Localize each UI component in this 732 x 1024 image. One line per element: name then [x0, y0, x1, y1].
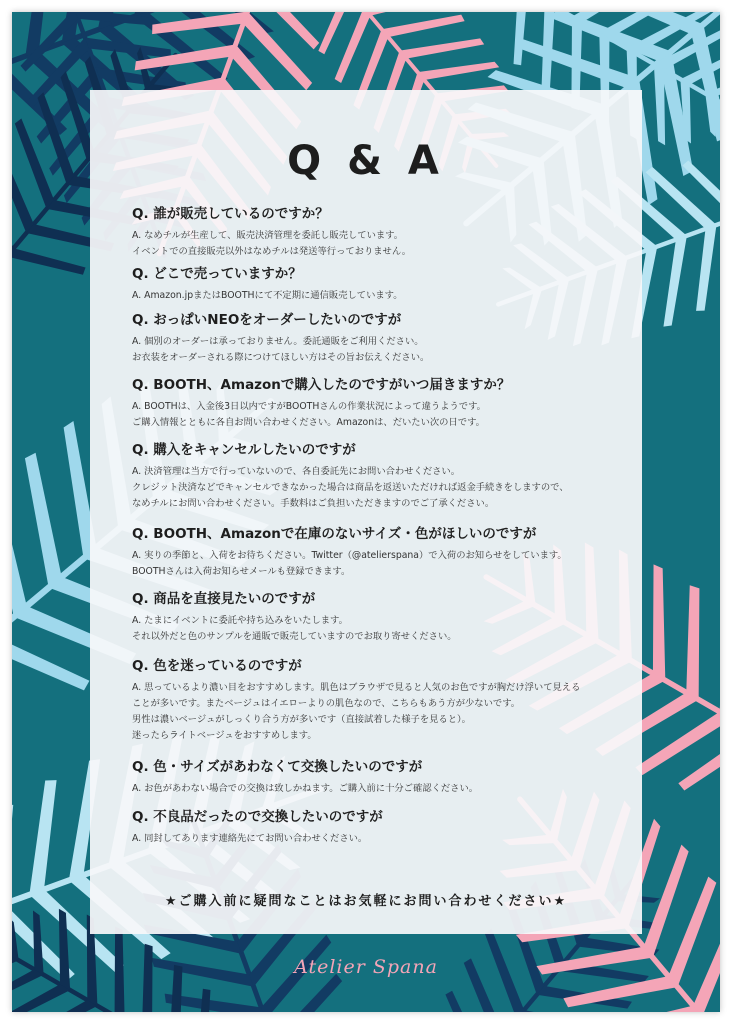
answer-line: A. お色があわない場合での交換は致しかねます。ご購入前に十分ご確認ください。 — [132, 783, 479, 794]
answer-block — [132, 399, 632, 431]
answer-line: ことが多いです。またベージュはイエローよりの肌色なので、こちらもあう方が少ないです。 — [132, 698, 521, 709]
answer-line: お衣装をオーダーされる際につけてほしい方はその旨お伝えください。 — [132, 352, 430, 363]
answer-block — [132, 228, 632, 260]
qa-item — [132, 590, 632, 645]
answer-block — [132, 334, 632, 366]
answer-line: A. 個別のオーダーは承っておりません。委託通販をご利用ください。 — [132, 336, 424, 347]
answer-line: A. 実りの季節と、入荷をお待ちください。Twitter（@atelierspana）で入荷のお知らせをしています。 — [132, 550, 567, 561]
qa-poster — [12, 12, 720, 1012]
answer-line: ご購入情報とともに各自お問い合わせください。Amazonは、だいたい次の日です。 — [132, 417, 485, 428]
answer-line: A. 同封してあります連絡先にてお問い合わせください。 — [132, 833, 368, 844]
answer-line: A. Amazon.jpまたはBOOTHにて不定期に通信販売しています。 — [132, 290, 403, 301]
footer-note: ★ご購入前に疑問なことはお気軽にお問い合わせください★ — [164, 894, 568, 909]
answer-block — [132, 613, 632, 645]
question-text: Q. 商品を直接見たいのですが — [132, 591, 316, 607]
question-text: Q. おっぱいNEOをオーダーしたいのですが — [132, 312, 402, 328]
qa-panel — [90, 90, 642, 934]
answer-block — [132, 831, 632, 847]
qa-item — [132, 657, 632, 744]
answer-block — [132, 548, 632, 580]
answer-line: イベントでの直接販売以外はなめチルは発送等行っておりません。 — [132, 246, 411, 257]
answer-line: BOOTHさんは入荷お知らせメールも登録できます。 — [132, 566, 351, 577]
answer-block — [132, 288, 632, 304]
qa-item — [132, 376, 632, 431]
answer-line: A. 思っているより濃い目をおすすめします。肌色はブラウザで見ると人気のお色ですが胸だけ浮いて見える — [132, 682, 581, 693]
qa-item — [132, 441, 632, 512]
question-text: Q. 不良品だったので交換したいのですが — [132, 809, 383, 825]
qa-item — [132, 525, 632, 580]
question-text: Q. BOOTH、Amazonで購入したのですがいつ届きますか？ — [132, 377, 511, 393]
qa-item — [132, 758, 632, 797]
qa-item — [132, 205, 632, 260]
answer-line: なめチルにお問い合わせください。手数料はご負担いただきますのでご了承ください。 — [132, 498, 495, 509]
page-title: Q & A — [287, 138, 445, 184]
answer-line: A. 決済管理は当方で行っていないので、各自委託先にお問い合わせください。 — [132, 466, 461, 477]
answer-block — [132, 680, 632, 744]
question-text: Q. 購入をキャンセルしたいのですが — [132, 442, 356, 458]
answer-line: 男性は濃いベージュがしっくり合う方が多いです（直接試着した様子を見ると）。 — [132, 714, 471, 725]
question-text: Q. BOOTH、Amazonで在庫のないサイズ・色がほしいのですが — [132, 526, 537, 542]
qa-item — [132, 311, 632, 366]
answer-line: 迷ったらライトベージュをおすすめします。 — [132, 730, 317, 741]
qa-item — [132, 265, 632, 304]
answer-line: それ以外だと色のサンプルを通販で販売していますのでお取り寄せください。 — [132, 631, 457, 642]
qa-item — [132, 808, 632, 847]
answer-line: クレジット決済などでキャンセルできなかった場合は商品を返送いただければ返金手続きをしますので、 — [132, 482, 569, 493]
answer-line: A. たまにイベントに委託や持ち込みをいたします。 — [132, 615, 348, 626]
question-text: Q. どこで売っていますか？ — [132, 266, 302, 282]
question-text: Q. 色を迷っているのですが — [132, 658, 302, 674]
answer-block — [132, 464, 632, 512]
atelier-spana-logo: Atelier Spana — [294, 956, 438, 978]
question-text: Q. 色・サイズがあわなくて交換したいのですが — [132, 759, 423, 775]
answer-line: A. なめチルが生産して、販売決済管理を委託し販売しています。 — [132, 230, 404, 241]
answer-block — [132, 781, 632, 797]
answer-line: A. BOOTHは、入金後3日以内ですがBOOTHさんの作業状況によって違うようです。 — [132, 401, 486, 412]
question-text: Q. 誰が販売しているのですか？ — [132, 206, 329, 222]
